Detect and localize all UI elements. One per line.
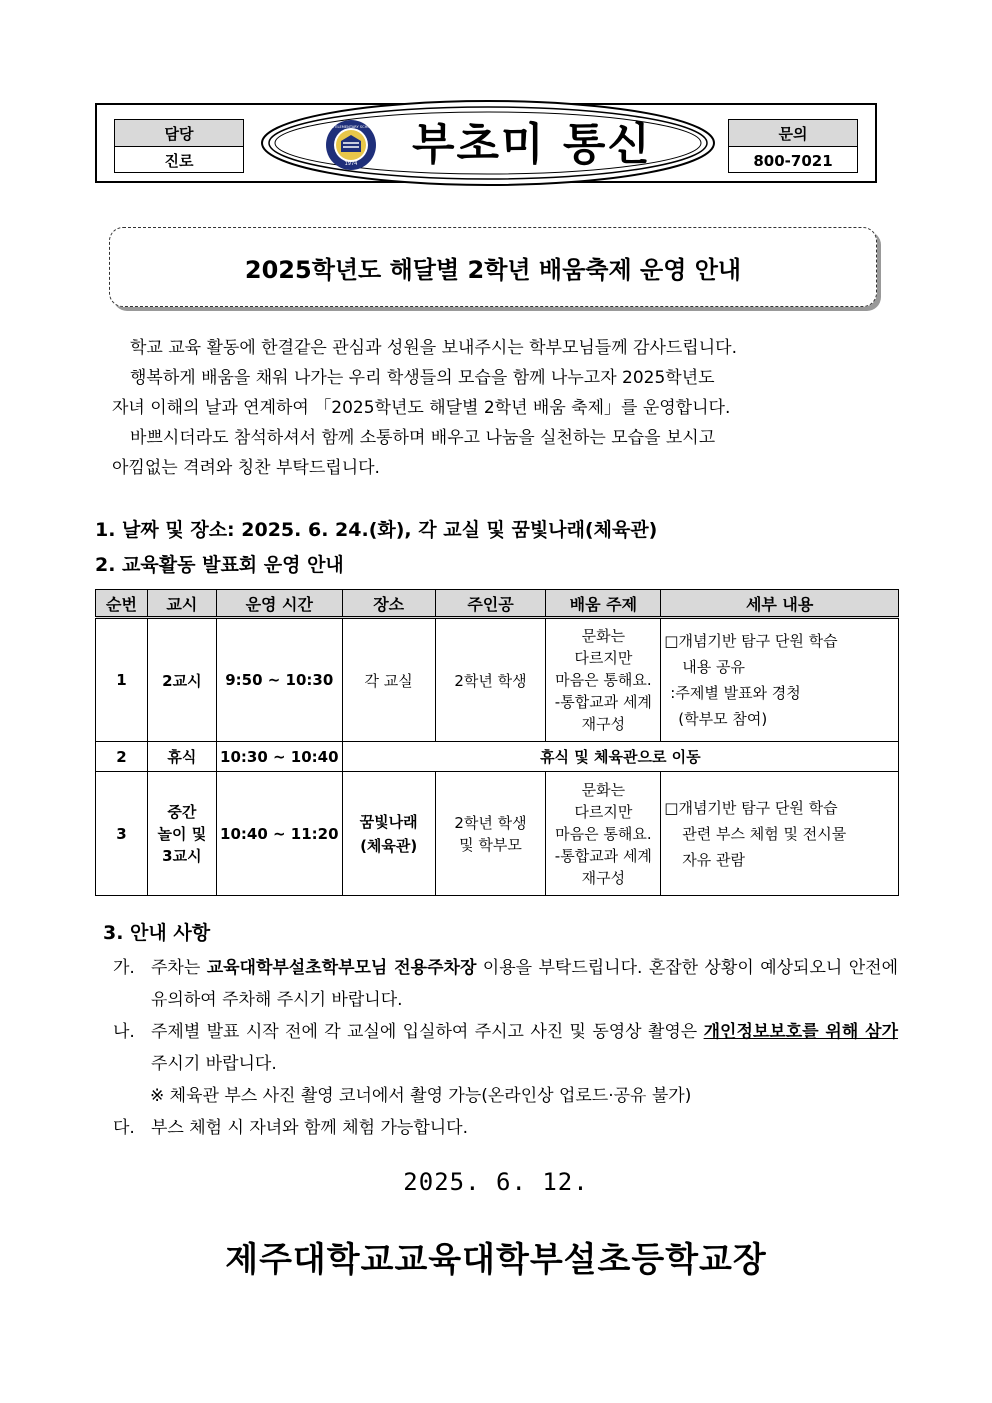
table-row (96, 772, 899, 896)
cell-time: 10:40 ~ 11:20 (216, 772, 342, 896)
cell-no: 2 (96, 742, 148, 772)
intro-line: 학교 교육 활동에 한결같은 관심과 성원을 보내주시는 학부모님들께 감사드립니다. (130, 338, 737, 358)
detail-line: 자유 관람 (682, 850, 746, 869)
inquiry-phone: 800-7021 (753, 151, 833, 170)
notice-reference: ※ 체육관 부스 사진 촬영 코너에서 촬영 가능(온라인상 업로드·공유 불가) (150, 1086, 692, 1106)
intro-paragraph (112, 333, 880, 483)
cell-place (342, 772, 435, 896)
document-date: 2025. 6. 12. (403, 1168, 589, 1196)
table-header-row (96, 590, 899, 618)
table-row (96, 618, 899, 742)
cell-no: 1 (96, 618, 148, 742)
privacy-warning: 개인정보보호를 위해 삼가 (703, 1022, 898, 1042)
place-line: 꿈빛나래 (359, 812, 418, 831)
document-signer: 제주대학교교육대학부설초등학교장 (225, 1240, 767, 1280)
school-emblem-icon (325, 119, 377, 171)
section-notices-heading: 3. 안내 사항 (103, 922, 211, 944)
topic-line: -통합교과 세계 (554, 693, 652, 711)
cell-place: 각 교실 (342, 618, 435, 742)
topic-line: 마음은 통해요. (555, 671, 652, 689)
emblem-year: 1974 (344, 161, 358, 167)
notice-item: 다. 부스 체험 시 자녀와 함께 체험 가능합니다. (113, 1112, 898, 1144)
contact-person-value: 진로 (164, 152, 194, 170)
table-row (96, 742, 899, 772)
header-time: 운영 시간 (216, 590, 342, 618)
detail-line: 관련 부스 체험 및 전시물 (682, 824, 847, 843)
parking-lot-name: 교육대학부설초학부모님 전용주차장 (206, 958, 477, 978)
newsletter-header (95, 103, 877, 183)
who-line: 2학년 학생 (454, 813, 527, 832)
detail-line: (학부모 참여) (678, 710, 768, 728)
cell-period: 2교시 (147, 618, 216, 742)
notice-item: 가. 주차는 교육대학부설초학부모님 전용주차장 이용을 부탁드립니다. 혼잡한 상황이 예상되오니 안전에 유의하여 주차해 주시기 바랍니다. (113, 952, 898, 1016)
cell-who (435, 772, 546, 896)
detail-line: □개념기반 탐구 단원 학습 (664, 632, 838, 650)
cell-period: 휴식 (147, 742, 216, 772)
topic-line: 재구성 (581, 715, 626, 733)
who-line: 및 학부모 (459, 835, 522, 854)
announcement-title-box (109, 227, 877, 307)
cell-period (147, 772, 216, 896)
notice-item: 나. 주제별 발표 시작 전에 각 교실에 입실하여 주시고 사진 및 동영상 촬영은 개인정보보호를 위해 삼가주시기 바랍니다. (113, 1016, 898, 1080)
period-line: 놀이 및 (157, 824, 207, 843)
topic-line: 문화는 (581, 627, 626, 645)
header-topic: 배움 주제 (546, 590, 661, 618)
contact-person-label: 담당 (115, 120, 243, 147)
cell-who: 2학년 학생 (435, 618, 546, 742)
section-date-place: 1. 날짜 및 장소: 2025. 6. 24.(화), 각 교실 및 꿈빛나래(체육관) (95, 519, 658, 541)
notices-list (113, 952, 898, 1144)
emblem-ring-text: JEJU ELEMENTARY SCHOOL (327, 125, 375, 129)
intro-line: 행복하게 배움을 채워 나가는 우리 학생들의 모습을 함께 나누고자 2025학년도 (130, 368, 715, 388)
inquiry-box (728, 119, 858, 173)
inquiry-label: 문의 (729, 120, 857, 147)
notice-marker: 다. (113, 1118, 135, 1138)
cell-no: 3 (96, 772, 148, 896)
place-line: (체육관) (360, 836, 418, 855)
intro-line: 자녀 이해의 날과 연계하여 「2025학년도 해달별 2학년 배움 축제」를 운영합니다. (112, 398, 731, 418)
period-line: 3교시 (162, 846, 202, 865)
detail-line: 내용 공유 (682, 658, 746, 676)
intro-line: 바쁘시더라도 참석하셔서 함께 소통하며 배우고 나눔을 실천하는 모습을 보시고 (130, 428, 716, 448)
cell-detail (661, 772, 899, 896)
period-line: 중간 (167, 802, 197, 821)
header-who: 주인공 (435, 590, 546, 618)
cell-topic (546, 772, 661, 896)
topic-line: 재구성 (581, 868, 626, 887)
topic-line: 다르지만 (574, 802, 633, 821)
header-detail: 세부 내용 (661, 590, 899, 618)
contact-person-box (114, 119, 244, 173)
topic-line: 다르지만 (574, 649, 633, 667)
detail-line: :주제별 발표와 경청 (670, 684, 801, 702)
topic-line: 마음은 통해요. (555, 824, 652, 843)
announcement-title: 2025학년도 해달별 2학년 배움축제 운영 안내 (244, 255, 742, 284)
cell-break-note: 휴식 및 체육관으로 이동 (342, 742, 898, 772)
header-place: 장소 (342, 590, 435, 618)
cell-detail (661, 618, 899, 742)
schedule-table (95, 589, 899, 896)
section-program-heading: 2. 교육활동 발표회 운영 안내 (95, 554, 344, 576)
cell-topic (546, 618, 661, 742)
intro-line: 아낌없는 격려와 칭찬 부탁드립니다. (112, 458, 380, 478)
notice-marker: 나. (113, 1022, 135, 1042)
header-period: 교시 (147, 590, 216, 618)
topic-line: 문화는 (581, 780, 626, 799)
notice-marker: 가. (113, 958, 135, 978)
header-no: 순번 (96, 590, 148, 618)
newsletter-title: 부초미 통신 (412, 119, 652, 170)
cell-time: 10:30 ~ 10:40 (216, 742, 342, 772)
topic-line: -통합교과 세계 (554, 846, 652, 865)
cell-time: 9:50 ~ 10:30 (216, 618, 342, 742)
detail-line: □개념기반 탐구 단원 학습 (664, 798, 838, 817)
